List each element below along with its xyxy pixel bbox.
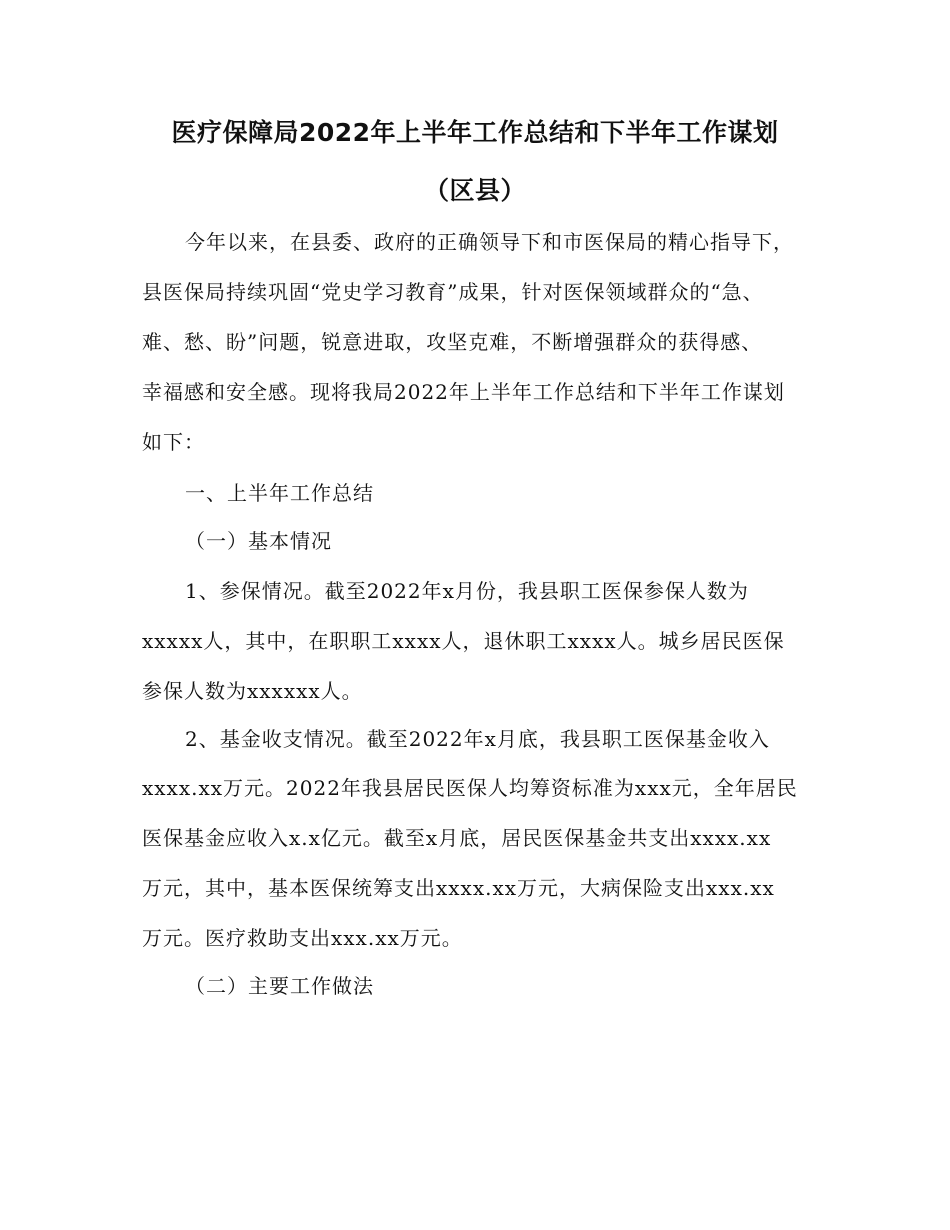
paragraph-line: 幸福感和安全感。现将我局2022年上半年工作总结和下半年工作谋划 — [142, 380, 785, 404]
document-title: 医疗保障局2022年上半年工作总结和下半年工作谋划 — [171, 118, 779, 147]
subsection-heading: （二）主要工作做法 — [185, 974, 374, 998]
paragraph-line: 难、愁、盼”问题，锐意进取，攻坚克难，不断增强群众的获得感、 — [142, 330, 763, 354]
paragraph-line: xxxxx人，其中，在职职工xxxx人，退休职工xxxx人。城乡居民医保 — [142, 629, 785, 653]
paragraph-line: 万元，其中，基本医保统筹支出xxxx.xx万元，大病保险支出xxx.xx — [142, 876, 775, 900]
paragraph-line: 2、基金收支情况。截至2022年x月底，我县职工医保基金收入 — [185, 727, 770, 751]
paragraph-line: 1、参保情况。截至2022年x月份，我县职工医保参保人数为 — [185, 579, 749, 603]
document-subtitle: （区县） — [423, 176, 526, 205]
paragraph-line: 如下： — [142, 430, 205, 454]
paragraph-line: 万元。医疗救助支出xxx.xx万元。 — [142, 926, 463, 950]
section-heading: 一、上半年工作总结 — [185, 481, 374, 505]
paragraph-line: 县医保局持续巩固“党史学习教育”成果，针对医保领域群众的“急、 — [142, 280, 764, 304]
paragraph-line: 参保人数为xxxxxx人。 — [142, 679, 363, 703]
subsection-heading: （一）基本情况 — [185, 529, 332, 553]
paragraph-line: xxxx.xx万元。2022年我县居民医保人均筹资标准为xxx元，全年居民 — [142, 776, 798, 800]
paragraph-line: 医保基金应收入x.x亿元。截至x月底，居民医保基金共支出xxxx.xx — [142, 826, 772, 850]
paragraph-line: 今年以来，在县委、政府的正确领导下和市医保局的精心指导下， — [185, 230, 794, 254]
